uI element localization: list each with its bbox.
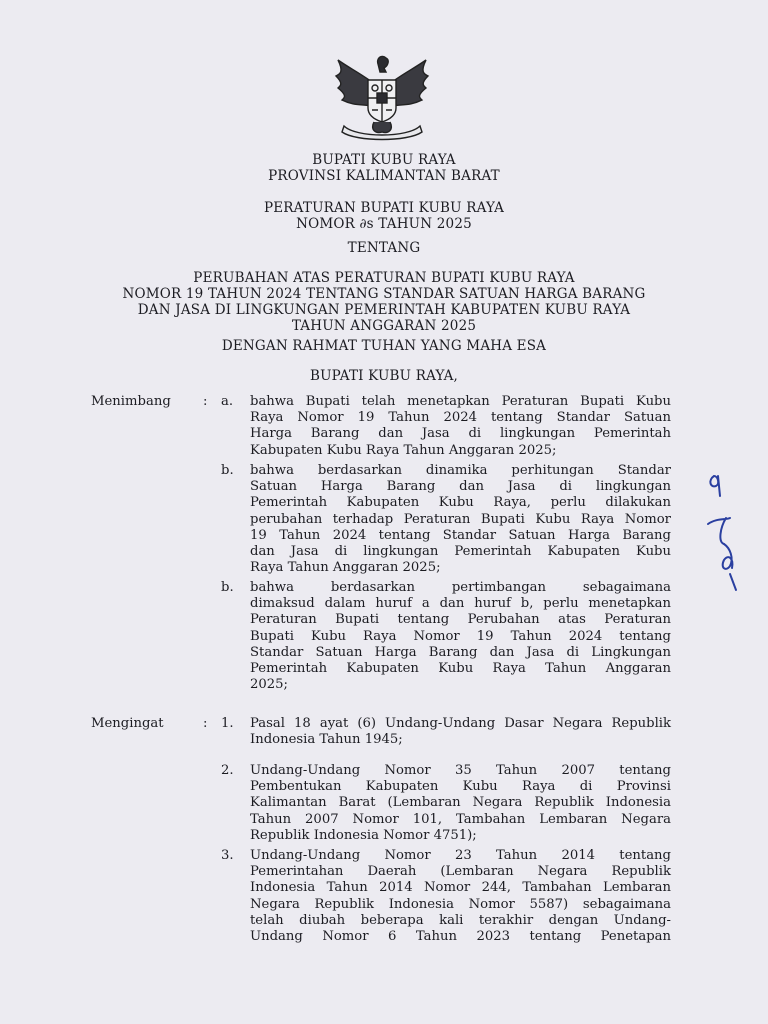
- item-marker: 1.: [221, 716, 234, 731]
- text-line: Pasal 18 ayat (6) Undang-Undang Dasar Negara Republik: [250, 716, 671, 731]
- text-line: Undang Nomor 6 Tahun 2023 tentang Penetapan: [250, 929, 671, 945]
- text-line: Peraturan Bupati tentang Perubahan atas Peraturan: [250, 612, 671, 628]
- subject-line: DAN JASA DI LINGKUNGAN PEMERINTAH KABUPATEN KUBU RAYA: [137, 302, 631, 318]
- text-line: Kalimantan Barat (Lembaran Negara Republik Indonesia: [250, 795, 671, 811]
- subject-line: NOMOR 19 TAHUN 2024 TENTANG STANDAR SATUAN HARGA BARANG: [122, 286, 646, 302]
- handwritten-initials-icon: [700, 462, 750, 612]
- text-line: Raya Nomor 19 Tahun 2024 tentang Standar Satuan: [250, 410, 671, 426]
- text-line: bahwa berdasarkan pertimbangan sebagaimana: [250, 580, 671, 595]
- text-line: bahwa Bupati telah menetapkan Peraturan Bupati Kubu: [250, 394, 671, 409]
- issuer-province: PROVINSI KALIMANTAN BARAT: [268, 168, 500, 184]
- item-marker: 3.: [221, 848, 234, 863]
- text-line: Republik Indonesia Nomor 4751);: [250, 827, 477, 843]
- regulation-title: PERATURAN BUPATI KUBU RAYA: [263, 200, 505, 216]
- menimbang-item-a: [250, 394, 671, 459]
- text-line: Undang-Undang Nomor 23 Tahun 2014 tentang: [250, 848, 671, 863]
- header-tentang: [0, 240, 768, 256]
- item-marker: b.: [221, 580, 234, 595]
- item-marker: b.: [221, 463, 234, 478]
- mengingat-item-3: [250, 848, 671, 945]
- text-line: 19 Tahun 2024 tentang Standar Satuan Harga Barang: [250, 527, 671, 543]
- menimbang-label: Menimbang: [91, 394, 171, 409]
- text-line: Indonesia Tahun 1945;: [250, 732, 403, 748]
- text-line: Negara Republik Indonesia Nomor 5587) sebagaimana: [250, 896, 671, 912]
- text-line: perubahan terhadap Peraturan Bupati Kubu Raya Nomor: [250, 511, 671, 527]
- mengingat-item-2: [250, 763, 671, 844]
- rahmat-line: DENGAN RAHMAT TUHAN YANG MAHA ESA: [221, 338, 547, 354]
- text-line: Pembentukan Kabupaten Kubu Raya di Provinsi: [250, 779, 671, 795]
- regulation-number: NOMOR ∂ѕ TAHUN 2025: [296, 216, 472, 232]
- text-line: Satuan Harga Barang dan Jasa di lingkungan: [250, 479, 671, 495]
- text-line: Undang-Undang Nomor 35 Tahun 2007 tentang: [250, 763, 671, 778]
- subject-line: PERUBAHAN ATAS PERATURAN BUPATI KUBU RAYA: [193, 270, 575, 286]
- garuda-emblem-icon: [330, 50, 434, 142]
- text-line: telah diubah beberapa kali terakhir dengan Undang-: [250, 912, 671, 928]
- text-line: Harga Barang dan Jasa di lingkungan Pemerintah: [250, 426, 671, 442]
- text-line: Pemerintah Kabupaten Kubu Raya Tahun Anggaran: [250, 661, 671, 677]
- menimbang-colon: :: [203, 394, 208, 409]
- mengingat-item-1: [250, 716, 671, 748]
- header-bupati: [0, 368, 768, 384]
- issuer-name: BUPATI KUBU RAYA: [312, 152, 456, 168]
- text-line: Indonesia Tahun 2014 Nomor 244, Tambahan Lembaran: [250, 880, 671, 896]
- header-rahmat: [0, 338, 768, 354]
- text-line: Pemerintah Kabupaten Kubu Raya, perlu dilakukan: [250, 495, 671, 511]
- text-line: Pemerintahan Daerah (Lembaran Negara Republik: [250, 864, 671, 880]
- menimbang-item-c: [250, 580, 671, 693]
- text-line: Tahun 2007 Nomor 101, Tambahan Lembaran Negara: [250, 811, 671, 827]
- item-marker: a.: [221, 394, 234, 409]
- menimbang-item-b: [250, 463, 671, 576]
- header-subject: [0, 270, 768, 334]
- tentang-heading: TENTANG: [347, 240, 421, 256]
- text-line: Kabupaten Kubu Raya Tahun Anggaran 2025;: [250, 442, 557, 458]
- text-line: Bupati Kubu Raya Nomor 19 Tahun 2024 tentang: [250, 628, 671, 644]
- text-line: dan Jasa di lingkungan Pemerintah Kabupaten Kubu: [250, 544, 671, 560]
- mengingat-colon: :: [203, 716, 208, 731]
- mengingat-label: Mengingat: [91, 716, 164, 731]
- text-line: Raya Tahun Anggaran 2025;: [250, 560, 441, 576]
- text-line: bahwa berdasarkan dinamika perhitungan Standar: [250, 463, 671, 478]
- text-line: 2025;: [250, 677, 289, 693]
- subject-line: TAHUN ANGGARAN 2025: [291, 318, 477, 334]
- text-line: Standar Satuan Harga Barang dan Jasa di Lingkungan: [250, 644, 671, 660]
- item-marker: 2.: [221, 763, 234, 778]
- text-line: dimaksud dalam huruf a dan huruf b, perlu menetapkan: [250, 596, 671, 612]
- header-regulation: [0, 200, 768, 232]
- header-issuer: [0, 152, 768, 184]
- bupati-line: BUPATI KUBU RAYA,: [309, 368, 459, 384]
